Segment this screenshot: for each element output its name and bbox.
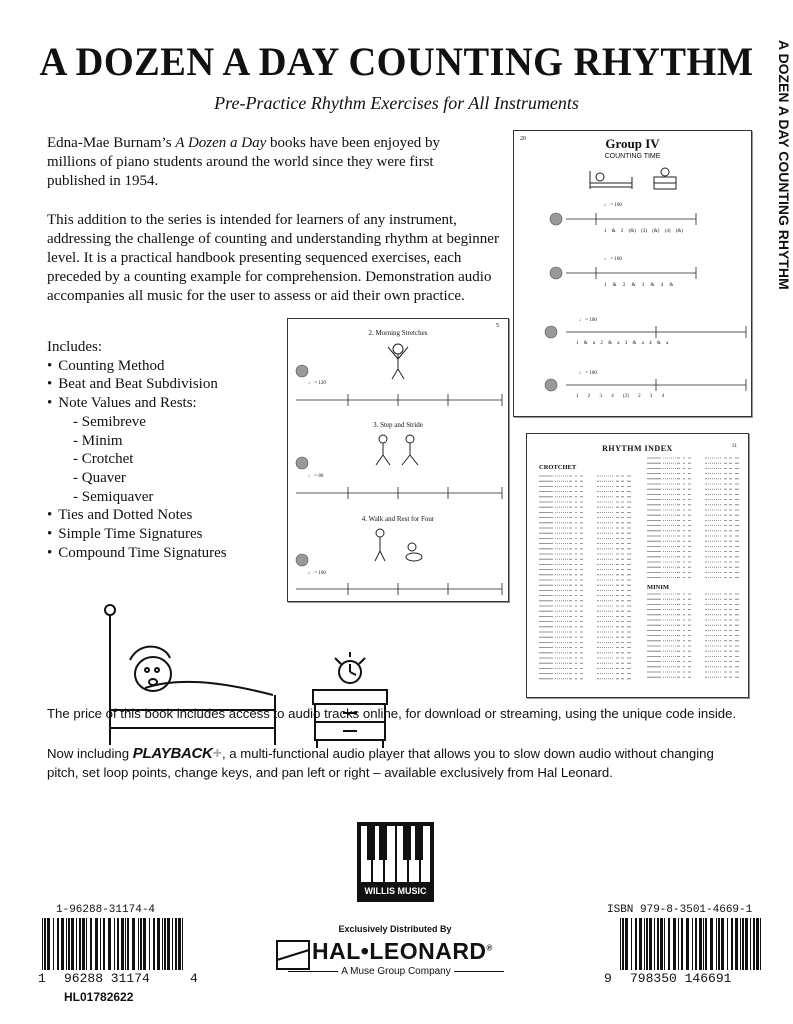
list-item: • Note Values and Rests: [47, 394, 227, 413]
exercise-title: 3. Step and Stride [373, 421, 423, 429]
intro-paragraph-2: This addition to the series is intended for learners of any instrument, addressing the challenge of counting and understanding rhythm at beginner level. It is a practical handbook presenting sequenced exercises, each preceded by a counting example for comprehension. Demonstration audio accompanies all music for the user to assess or aid their own practice. [47, 212, 499, 304]
page-number: 5 [496, 323, 499, 329]
barcode-bar [686, 918, 689, 970]
barcode-bar [740, 918, 741, 970]
count-line: 1 2 3 4 (2) 2 3 4 [576, 394, 665, 399]
barcode-bar [660, 918, 663, 970]
barcode-bar [622, 918, 624, 970]
intro-paragraph-1 [47, 134, 487, 191]
barcode-bar [654, 918, 655, 970]
barcode-bar [121, 918, 124, 970]
barcode-bar [68, 918, 70, 970]
isbn-text: ISBN 979-8-3501-4669-1 [607, 904, 753, 916]
barcode-bar [57, 918, 59, 970]
barcode-bar [90, 918, 92, 970]
playback-note [47, 744, 737, 782]
barcode-bar [721, 918, 724, 970]
page-illustrations [514, 131, 751, 416]
barcode-digits: 96288 31174 [64, 971, 150, 986]
registered-mark: ® [486, 943, 493, 953]
barcode-bar [710, 918, 713, 970]
sub-list-item: - Minim [47, 432, 227, 451]
rhythm-staves [566, 213, 746, 391]
list-item: • Counting Method [47, 357, 227, 376]
sub-list-item: - Semiquaver [47, 488, 227, 507]
barcode-bar [47, 918, 50, 970]
book-subtitle: Pre-Practice Rhythm Exercises for All Instruments [214, 93, 579, 113]
tempo-marking: ♩ = 100 [579, 318, 597, 323]
barcode-bar [681, 918, 683, 970]
book-title: A DOZEN A DAY COUNTING RHYTHM [39, 39, 754, 84]
barcode-bar [716, 918, 717, 970]
bed-illustration [95, 600, 280, 750]
sample-page-rhythm-index [526, 433, 749, 698]
barcode-bar [44, 918, 46, 970]
barcode-bar [76, 918, 77, 970]
barcode-bar [86, 918, 87, 970]
barcode-bar [742, 918, 744, 970]
barcode-bar [61, 918, 64, 970]
sub-list-item: - Quaver [47, 469, 227, 488]
page-number: 20 [520, 136, 526, 142]
barcode-bar [745, 918, 748, 970]
tempo-marking: ♩ = 120 [308, 381, 326, 386]
barcode-bar [108, 918, 111, 970]
sample-page-exercises [287, 318, 509, 602]
tempo-marking: ♩ = 80 [308, 474, 324, 479]
barcode-bar [149, 918, 150, 970]
barcode-bar [631, 918, 632, 970]
page-illustrations [288, 319, 508, 601]
playback-text: Now including [47, 746, 133, 761]
index-heading: RHYTHM INDEX [602, 444, 673, 453]
index-section: CROTCHET [539, 464, 577, 471]
playback-text: , a multi-functional audio player that allows you to slow down audio without changing pitch, set loop points, change keys, and pan left or right – available exclusively from Hal Leonard. [47, 746, 714, 780]
includes-list [47, 338, 227, 562]
count-line: 1 & a 2 & a 3 & a 4 & a [576, 341, 669, 346]
barcode-bar [664, 918, 665, 970]
barcode-digit: 1 [38, 971, 46, 986]
barcode-bar [167, 918, 170, 970]
barcode-bar [727, 918, 728, 970]
barcode-bar [140, 918, 142, 970]
tempo-marking: ♩ = 100 [604, 257, 622, 262]
willis-music-logo [357, 822, 434, 902]
list-item: • Simple Time Signatures [47, 525, 227, 544]
group-subheading: COUNTING TIME [604, 153, 661, 160]
index-section: MINIM [647, 584, 670, 591]
sample-page-group-iv [513, 130, 752, 417]
exercise-title: 4. Walk and Rest for Four [361, 515, 435, 523]
barcode-bar [760, 918, 761, 970]
barcode-bar [673, 918, 676, 970]
sub-list-item: - Crotchet [47, 450, 227, 469]
barcode-bar [71, 918, 74, 970]
barcode-bar [162, 918, 163, 970]
barcode-bar [153, 918, 155, 970]
barcode-bar [644, 918, 645, 970]
barcode-bar [692, 918, 693, 970]
barcode-bar [175, 918, 177, 970]
left-barcode-code: 1-96288-31174-4 [56, 904, 156, 916]
barcode-bar [731, 918, 733, 970]
barcode-bar [164, 918, 166, 970]
alarm-clock-illustration [654, 168, 676, 189]
barcode-bar [699, 918, 702, 970]
barcode-bar [100, 918, 101, 970]
barcode-bar [79, 918, 81, 970]
tempo-marking: ♩ = 100 [308, 571, 326, 576]
page-number: 31 [732, 444, 737, 449]
group-heading: Group IV [605, 136, 660, 151]
rhythm-staves [296, 394, 502, 595]
speaker-icons [296, 365, 308, 566]
barcode-bar [668, 918, 670, 970]
exercise-title: 2. Morning Stretches [368, 329, 428, 337]
muse-group-text: A Muse Group Company [341, 966, 451, 977]
barcode-bar [182, 918, 183, 970]
intro-text: Edna-Mae Burnam’s [47, 135, 176, 151]
piano-keys-icon [357, 822, 434, 886]
list-item: • Beat and Beat Subdivision [47, 375, 227, 394]
barcode-bar [138, 918, 139, 970]
barcode-bar [132, 918, 135, 970]
barcode-bar [635, 918, 637, 970]
willis-label: WILLIS MUSIC [364, 886, 427, 896]
bed-illustration [590, 171, 632, 189]
barcode-bar [678, 918, 679, 970]
alarm-clock-illustration [305, 650, 395, 750]
list-item: • Compound Time Signatures [47, 544, 227, 563]
product-code: HL01782622 [64, 990, 134, 1004]
index-entry-lines [527, 434, 748, 697]
barcode-bar [657, 918, 659, 970]
barcode-digits: 798350 146691 [630, 971, 732, 986]
playback-plus-icon: + [212, 745, 222, 762]
barcode-bar [705, 918, 707, 970]
tempo-marking: ♩ = 100 [579, 371, 597, 376]
barcode-digit: 4 [190, 971, 198, 986]
barcode-bar [639, 918, 642, 970]
barcode-bar [157, 918, 160, 970]
spine-title: A DOZEN A DAY COUNTING RHYTHM [776, 40, 792, 290]
barcode-bar [172, 918, 173, 970]
barcode-bar [53, 918, 54, 970]
barcode-bar [735, 918, 738, 970]
speaker-icons [545, 213, 562, 391]
count-line: 1 & 2 (&) (3) (&) (4) (&) [604, 229, 683, 234]
hal-leonard-text: HAL•LEONARD [312, 938, 487, 964]
tempo-marking: ♩ = 100 [604, 203, 622, 208]
barcode-bar [625, 918, 628, 970]
barcode-bar [125, 918, 126, 970]
count-line: 1 & 2 & 3 & 4 & [604, 283, 674, 288]
barcode-bar [703, 918, 704, 970]
barcode-bar [620, 918, 621, 970]
muse-group [276, 966, 516, 977]
barcode-digit: 9 [604, 971, 612, 986]
barcode-bar [695, 918, 697, 970]
playback-logo-text: PLAYBACK [132, 745, 213, 762]
barcode-bar [95, 918, 98, 970]
barcode-bar [756, 918, 759, 970]
barcode-bar [649, 918, 652, 970]
list-item: • Ties and Dotted Notes [47, 506, 227, 525]
barcode-bar [750, 918, 751, 970]
distributed-by: Exclusively Distributed By [338, 924, 452, 934]
barcode-bar [143, 918, 146, 970]
hal-leonard-wordmark [312, 938, 493, 965]
barcode-bar [42, 918, 43, 970]
series-name: A Dozen a Day [175, 135, 267, 151]
barcode-bar [114, 918, 115, 970]
barcode-bar [103, 918, 105, 970]
barcode-bar [718, 918, 720, 970]
stick-figure-illustration [375, 344, 422, 561]
barcode-bar [127, 918, 129, 970]
barcode-bar [82, 918, 85, 970]
includes-heading: Includes: [47, 339, 102, 355]
price-note: The price of this book includes access to audio tracks online, for download or streaming, using the unique code inside. [47, 706, 737, 721]
spine [772, 40, 792, 400]
barcode-bar [646, 918, 648, 970]
barcode-bar [66, 918, 67, 970]
sub-list-item: - Semibreve [47, 413, 227, 432]
intro-text: books have been enjoyed by millions of piano students around the world since they were first published in 1954. [47, 135, 440, 189]
barcode-bar [178, 918, 181, 970]
barcode-bar [117, 918, 119, 970]
barcode-bar [753, 918, 755, 970]
